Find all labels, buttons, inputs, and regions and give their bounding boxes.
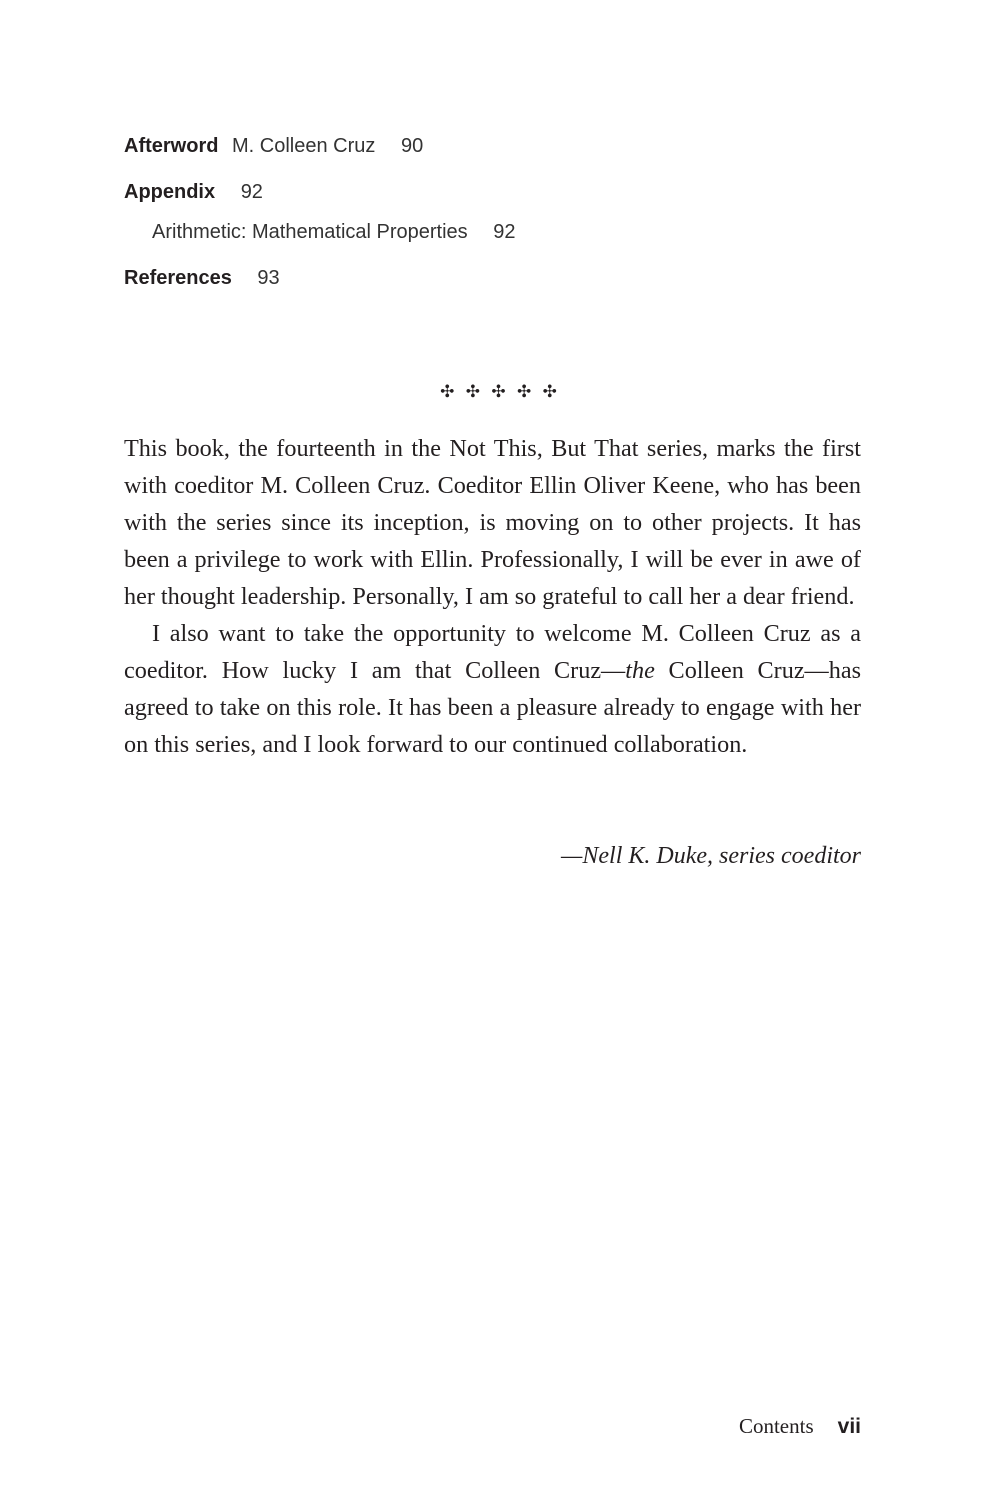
toc-entry-arithmetic — [152, 218, 515, 246]
toc-heading-afterword: Afterword — [124, 135, 219, 157]
page-footer — [739, 1414, 861, 1439]
paragraph-1: This book, the fourteenth in the Not This, But That series, marks the first with coeditor M. Colleen Cruz. Coeditor Ellin Oliver Keene, who has been with the series since its inception, is moving on to other projects. It has been a privilege to work with Ellin. Professionally, I will be ever in awe of her thought leadership. Personally, I am so grateful to call her a dear friend. — [124, 435, 861, 610]
paragraph-2-part-2: Colleen Cruz—has agreed to take on this role. It has been a pleasure already to engage with her on this series, and I look forward to our continued collaboration. — [124, 657, 861, 758]
toc-entry-appendix — [124, 178, 263, 206]
paragraph-2 — [124, 615, 861, 763]
toc-heading-appendix: Appendix — [124, 181, 216, 203]
toc-page-arithmetic: 92 — [493, 221, 516, 243]
paragraph-2-part-1: I also want to take the opportunity to welcome M. Colleen Cruz as a coeditor. How lucky I am that Colleen Cruz— — [124, 620, 861, 684]
toc-page-references: 93 — [257, 267, 280, 289]
section-ornament: ✣ ✣ ✣ ✣ ✣ — [440, 382, 560, 402]
series-note — [124, 430, 861, 763]
running-footer-label: Contents — [738, 1414, 814, 1438]
signature: —Nell K. Duke, series coeditor — [561, 843, 861, 869]
toc-page-afterword: 90 — [400, 135, 424, 157]
toc-entry-references — [124, 264, 280, 292]
paragraph-2-emphasis: the — [625, 657, 655, 684]
toc-author-afterword: M. Colleen Cruz — [232, 135, 376, 157]
toc-page-appendix: 92 — [240, 181, 263, 203]
toc-entry-afterword — [124, 132, 423, 160]
toc-heading-references: References — [124, 267, 232, 289]
toc-subheading-arithmetic: Arithmetic: Mathematical Properties — [152, 221, 468, 243]
page-number: vii — [837, 1415, 861, 1438]
